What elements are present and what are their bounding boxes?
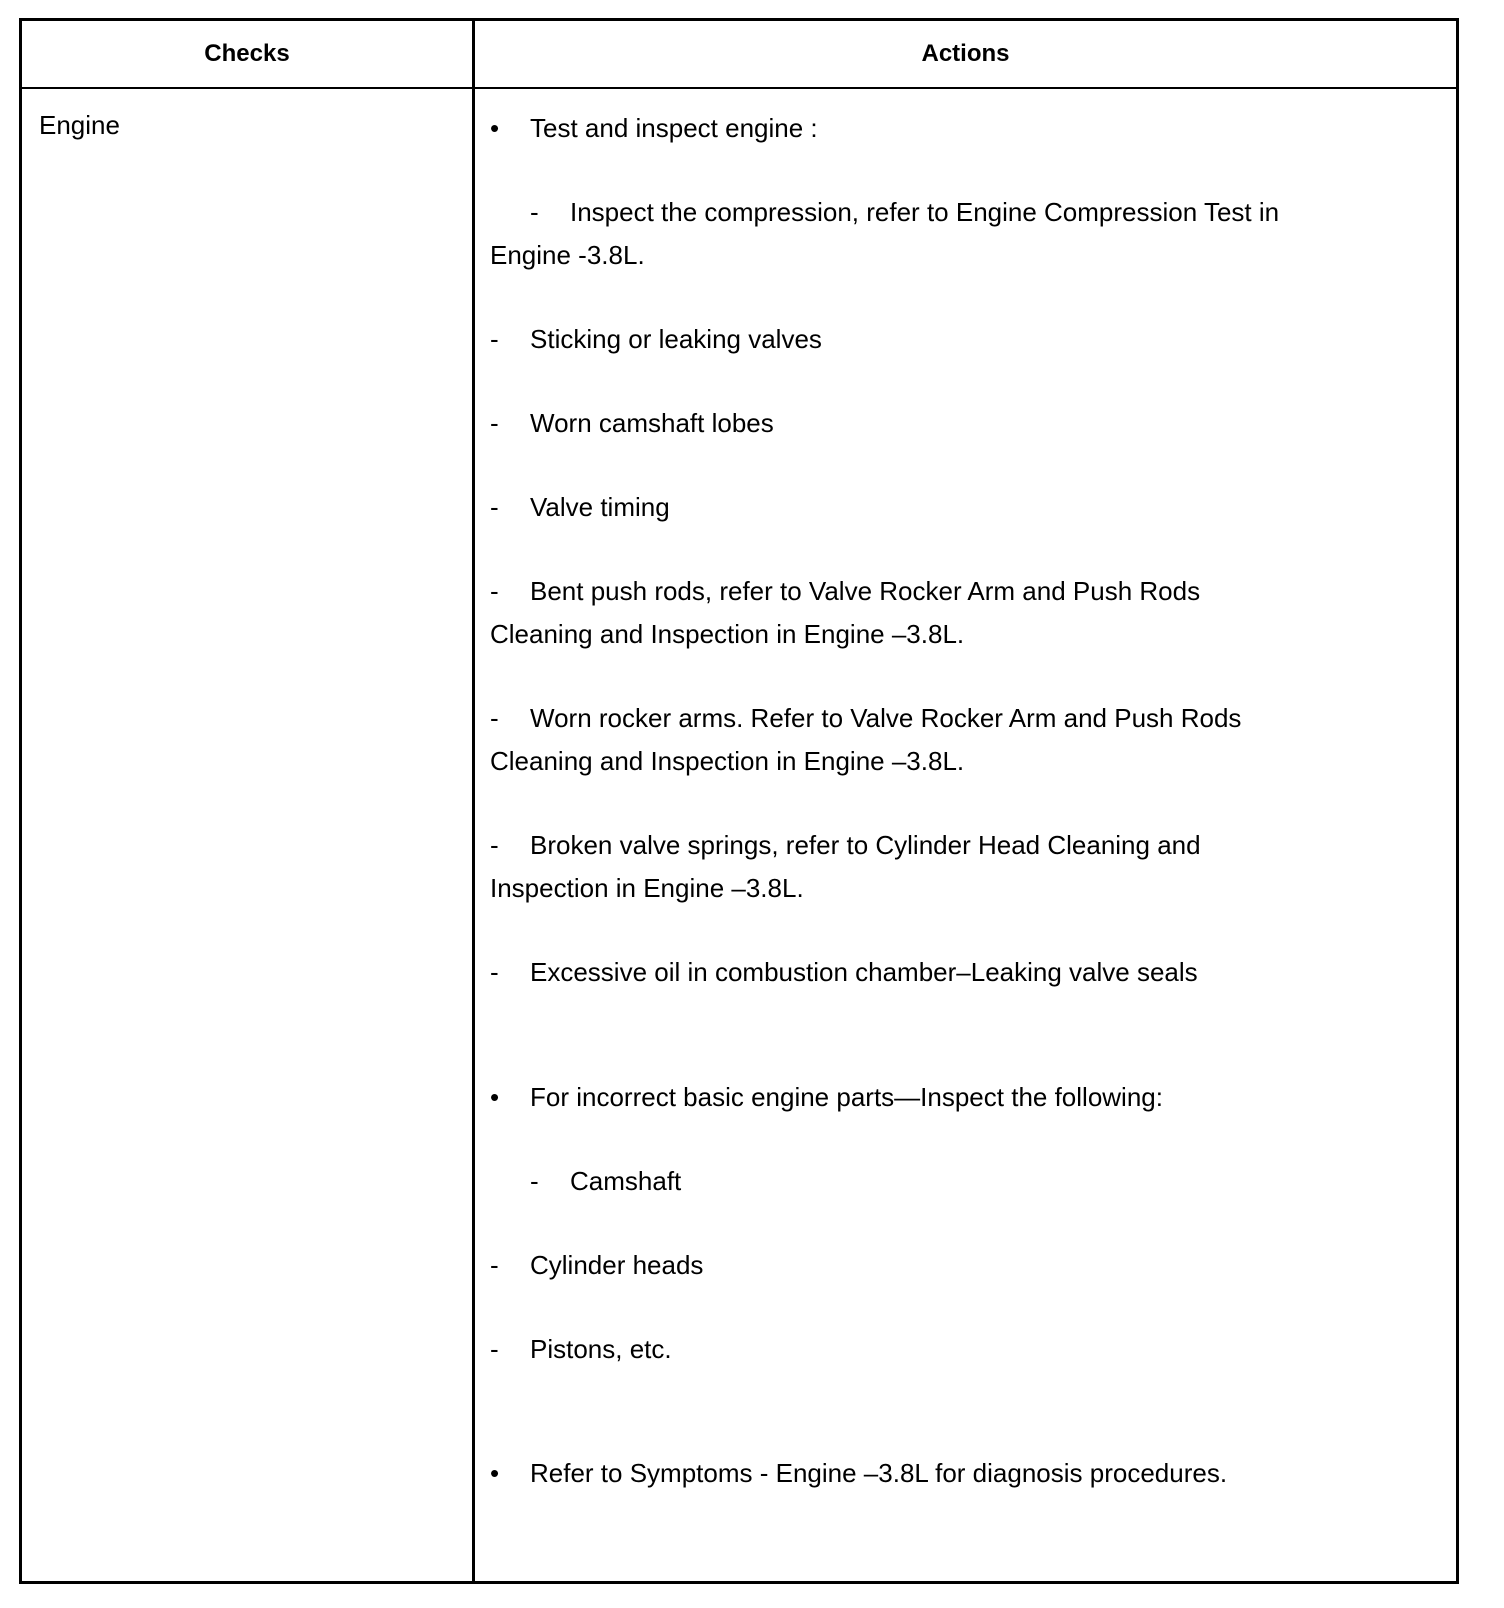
action-text: Valve timing — [530, 492, 670, 522]
action-text: Sticking or leaking valves — [530, 324, 822, 354]
dash-marker: - — [490, 408, 499, 438]
action-continuation: Cleaning and Inspection in Engine –3.8L. — [490, 619, 965, 649]
action-item — [490, 190, 1279, 234]
action-item — [490, 1159, 681, 1203]
action-text: For incorrect basic engine parts—Inspect the following: — [530, 1082, 1163, 1112]
action-continuation: Inspection in Engine –3.8L. — [490, 873, 804, 903]
action-continuation: Cleaning and Inspection in Engine –3.8L. — [490, 746, 965, 776]
action-text: Cylinder heads — [530, 1250, 704, 1280]
action-text: Bent push rods, refer to Valve Rocker Arm and Push Rods — [530, 576, 1201, 606]
dash-marker: - — [530, 197, 539, 227]
action-item — [490, 401, 774, 445]
action-item — [490, 1451, 1227, 1495]
action-continuation: Engine -3.8L. — [490, 240, 645, 270]
action-text: Worn rocker arms. Refer to Valve Rocker Arm and Push Rods — [530, 703, 1242, 733]
column-divider — [472, 21, 475, 1581]
checks-actions-table — [19, 18, 1459, 1584]
dash-marker: - — [490, 576, 499, 606]
dash-marker: - — [490, 1250, 499, 1280]
action-text: Worn camshaft lobes — [530, 408, 774, 438]
action-item — [490, 1075, 1163, 1119]
action-text: Camshaft — [570, 1166, 682, 1196]
action-item — [490, 1243, 703, 1287]
dash-marker: - — [490, 324, 499, 354]
action-text: Excessive oil in combustion chamber–Leaking valve seals — [530, 957, 1198, 987]
dash-marker: - — [490, 1334, 499, 1364]
dash-marker: - — [490, 703, 499, 733]
header-divider — [22, 87, 1456, 89]
dash-marker: - — [490, 957, 499, 987]
action-text: Inspect the compression, refer to Engine Compression Test in — [570, 197, 1280, 227]
header-checks: Checks — [204, 40, 290, 67]
action-item — [490, 950, 1198, 994]
action-text: Broken valve springs, refer to Cylinder Head Cleaning and — [530, 830, 1201, 860]
check-engine: Engine — [39, 110, 120, 140]
action-item — [490, 317, 822, 361]
header-actions: Actions — [921, 40, 1010, 67]
dash-marker: - — [490, 830, 499, 860]
action-item — [490, 106, 818, 150]
action-item — [490, 696, 1241, 740]
action-item — [490, 485, 670, 529]
action-text: Test and inspect engine : — [530, 113, 818, 143]
action-text: Refer to Symptoms - Engine –3.8L for diagnosis procedures. — [530, 1458, 1228, 1488]
action-item — [490, 1327, 672, 1371]
bullet-marker: • — [490, 113, 500, 143]
dash-marker: - — [530, 1166, 539, 1196]
action-text: Pistons, etc. — [530, 1334, 672, 1364]
bullet-marker: • — [490, 1082, 500, 1112]
bullet-marker: • — [490, 1458, 500, 1488]
dash-marker: - — [490, 492, 499, 522]
action-item — [490, 823, 1201, 867]
action-item — [490, 569, 1200, 613]
